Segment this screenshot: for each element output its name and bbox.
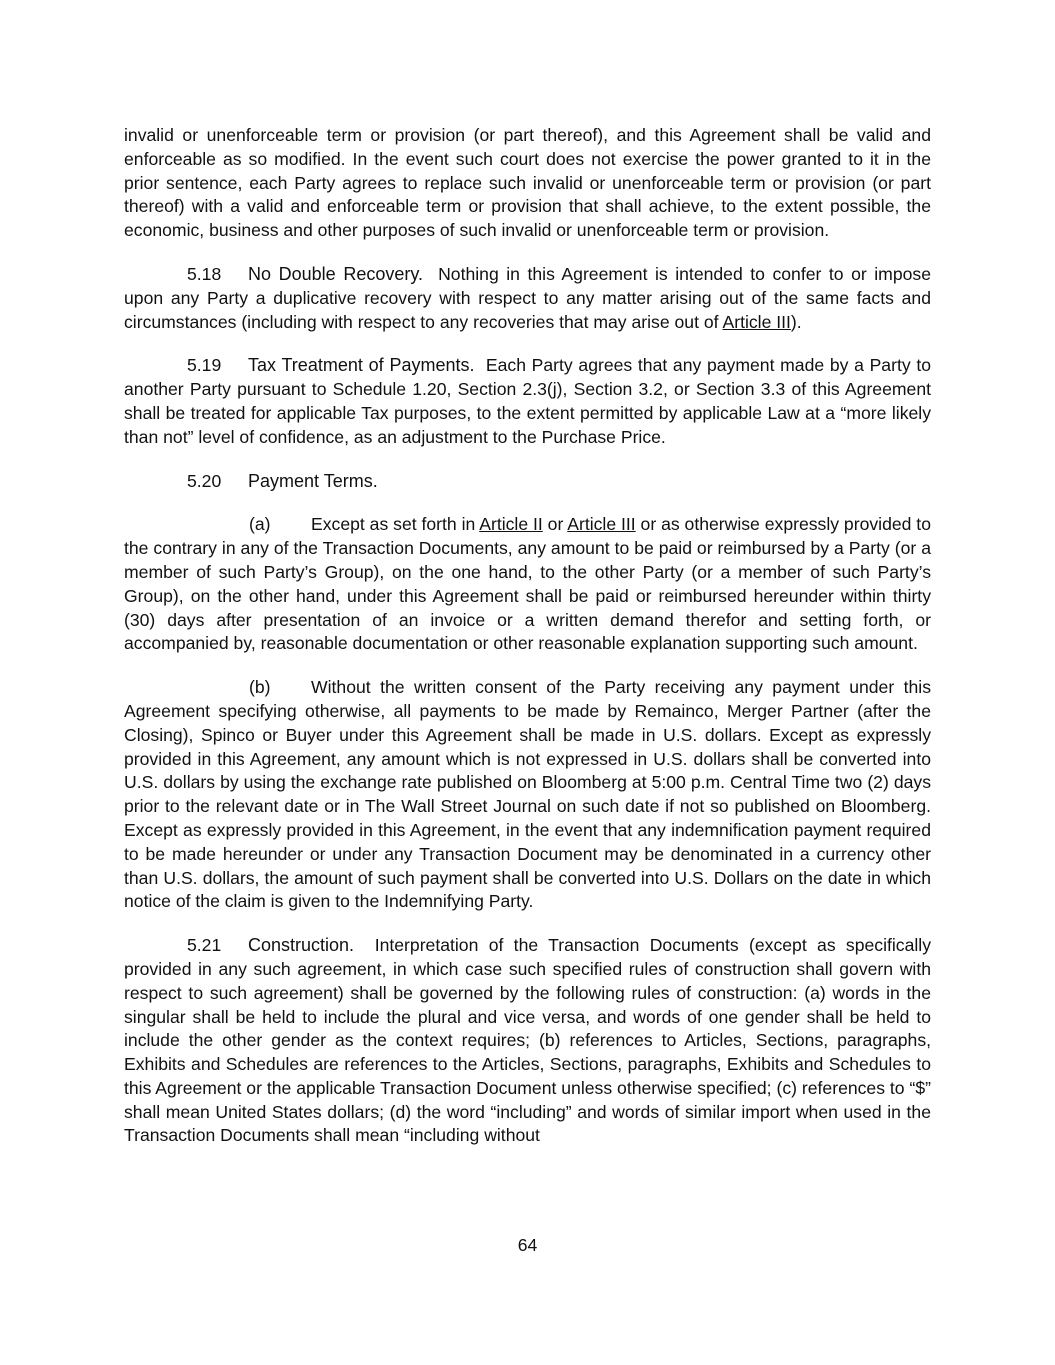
subsection-text: Without the written consent of the Party receiving any payment under this Agreement specifying otherwise, all payments to be made by Remainco, Merger Partner (after the Closing), Spinco or Buyer under this Agreement shall be made in U.S. dollars. Except as expressly provided in this Agreement, any amount which is not expressed in U.S. dollars shall be converted into U.S. dollars by using the exchange rate published on Bloomberg at 5:00 p.m. Central Time two (2) days prior to the relevant date or in The Wall Street Journal on such date if not so published on Bloomberg. Except as expressly provided in this Agreement, in the event that any indemnification payment required to be made hereunder or under any Transaction Document may be denominated in a currency other than U.S. dollars, the amount of such payment shall be converted into U.S. Dollars on the date in which notice of the claim is given to the Indemnifying Party.: [124, 677, 931, 912]
section-text-end: ).: [790, 311, 802, 332]
continued-paragraph: [124, 124, 931, 243]
section-text: Interpretation of the Transaction Documents (except as specifically provided in any such agreement, in which case such specified rules of construction shall govern with respect to such agreement) shall be governed by the following rules of construction: (a) words in the singular shall be held to include the plural and vice versa, and words of one gender shall be held to include the other gender as the context requires; (b) references to Articles, Sections, paragraphs, Exhibits and Schedules are references to the Articles, Sections, paragraphs, Exhibits and Schedules to this Agreement or the applicable Transaction Document unless otherwise specified; (c) references to “$” shall mean United States dollars; (d) the word “including” and words of similar import when used in the Transaction Documents shall mean “including without: [124, 935, 931, 1146]
page-number: 64: [517, 1235, 538, 1255]
continued-paragraph-text: invalid or unenforceable term or provision (or part thereof), and this Agreement shall be valid and enforceable as so modified. In the event such court does not exercise the power granted to it in the prior sentence, each Party agrees to replace such invalid or unenforceable term or provision (or part thereof) with a valid and enforceable term or provision that shall achieve, to the extent possible, the economic, business and other purposes of such invalid or unenforceable term or provision.: [124, 125, 931, 241]
section-5-18: [124, 263, 931, 334]
section-text: Each Party agrees that any payment made by a Party to another Party pursuant to Schedule 1.20, Section 2.3(j), Section 3.2, or Section 3.3 of this Agreement shall be treated for applicable Tax purposes, to the extent permitted by applicable Law at a “more likely than not” level of confidence, as an adjustment to the Purchase Price.: [124, 355, 931, 447]
subsection-text: Except as set forth in: [311, 514, 480, 535]
subsection-label: (b): [249, 677, 271, 698]
article-reference-link[interactable]: Article III: [567, 514, 636, 535]
section-number: 5.21: [187, 935, 222, 956]
subsection-text: or as otherwise expressly provided to the contrary in any of the Transaction Documents, any amount to be paid or reimbursed by a Party (or a member of such Party’s Group), on the one hand, to the other Party (or a member of such Party’s Group), on the other hand, under this Agreement shall be paid or reimbursed hereunder within thirty (30) days after presentation of an invoice or a written demand therefor and setting forth, or accompanied by, reasonable documentation or other reasonable explanation supporting such amount.: [124, 514, 931, 654]
section-heading: Construction.: [248, 935, 355, 956]
section-text: Nothing in this Agreement is intended to confer to or impose upon any Party a duplicative recovery with respect to any matter arising out of the same facts and circumstances (including with respect to any recoveries that may arise out of: [124, 263, 931, 332]
section-5-19: [124, 354, 931, 449]
subsection-a: [124, 513, 931, 656]
section-heading: Tax Treatment of Payments.: [248, 355, 475, 376]
section-heading: Payment Terms.: [248, 470, 378, 491]
section-5-20: [124, 470, 931, 494]
subsection-text: or: [542, 514, 568, 535]
section-number: 5.18: [187, 263, 222, 284]
subsection-b: [124, 676, 931, 914]
article-reference-link[interactable]: Article III: [722, 311, 791, 332]
subsection-label: (a): [249, 514, 271, 535]
section-heading: No Double Recovery.: [248, 263, 424, 284]
section-number: 5.19: [187, 355, 222, 376]
section-number: 5.20: [187, 470, 222, 491]
article-reference-link[interactable]: Article II: [479, 514, 543, 535]
page-body: [124, 124, 931, 1168]
section-5-21: [124, 934, 931, 1148]
